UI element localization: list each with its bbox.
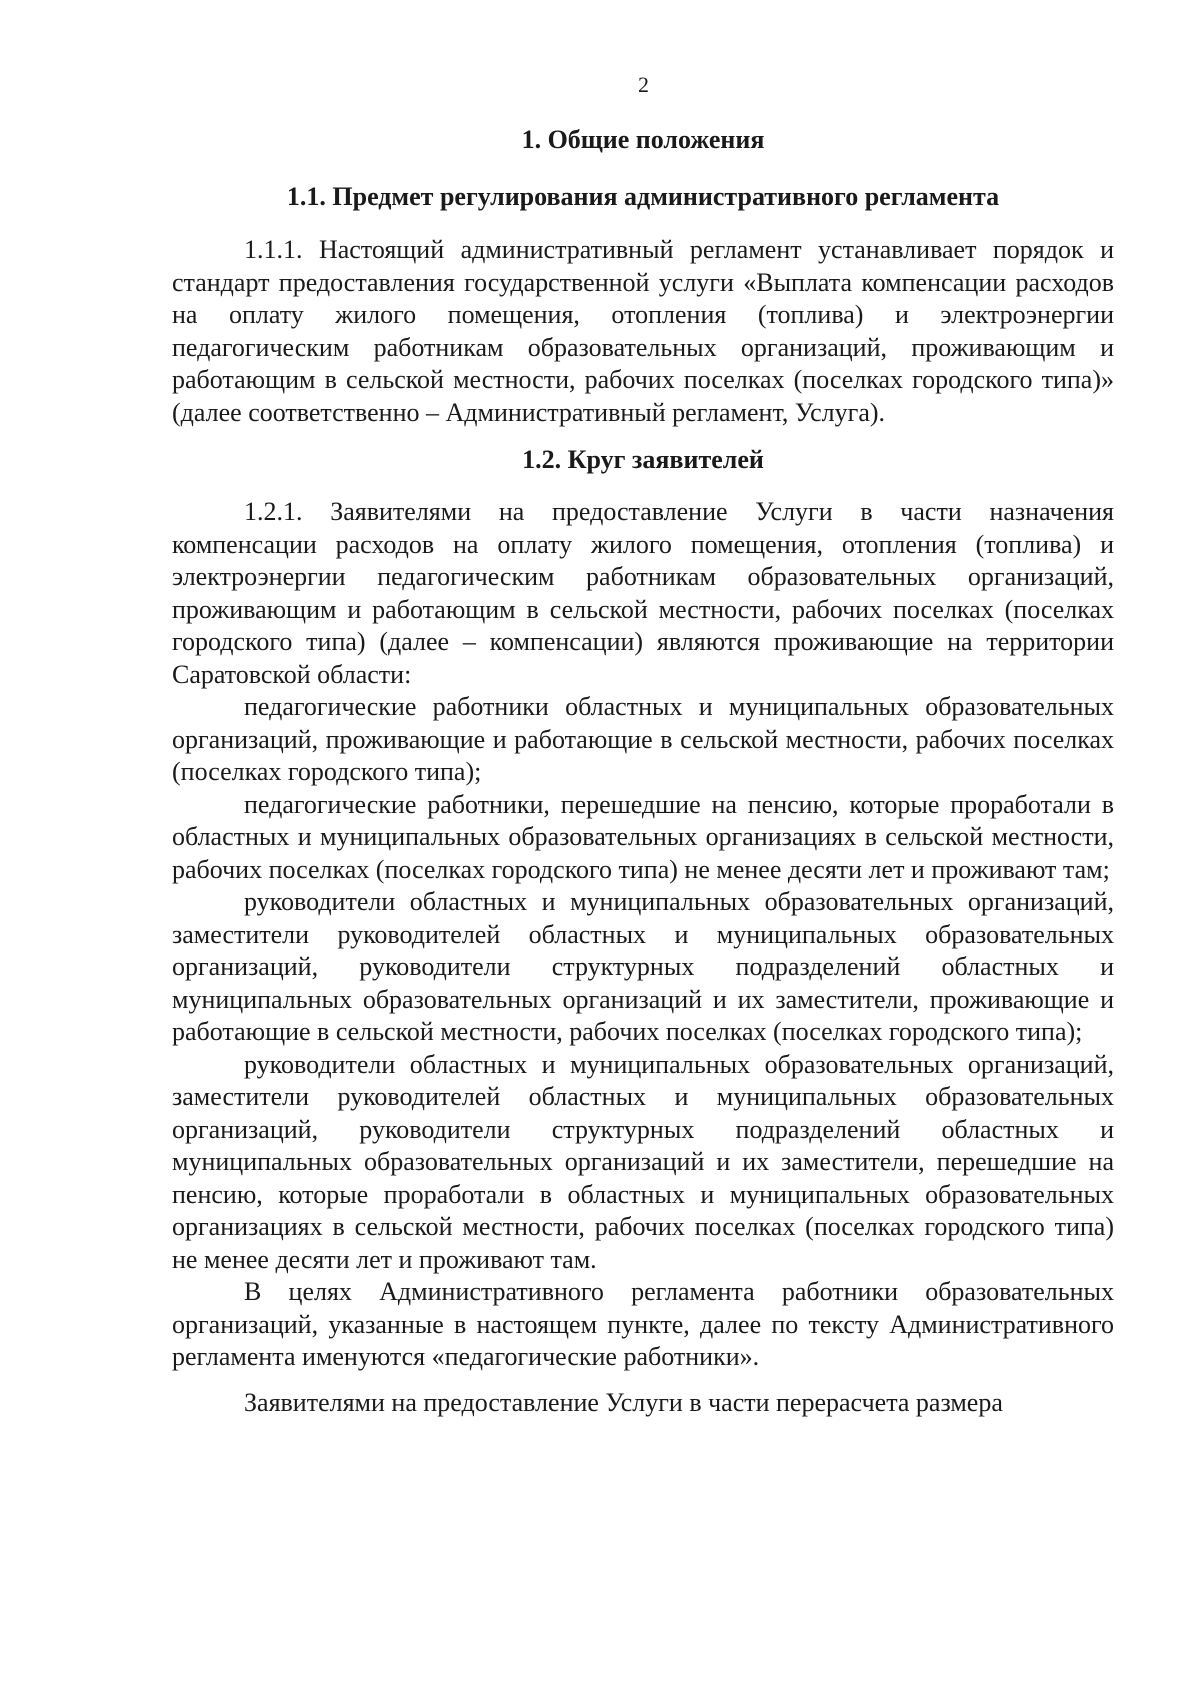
page-number: 2 — [638, 72, 649, 97]
definition-paragraph: В целях Административного регламента работники образовательных организаций, указанные в настоящем пункте, далее по тексту Административного регламента именуются «педагогические работники». — [172, 1277, 1114, 1371]
subsection-title-1-2: 1.2. Круг заявителей — [522, 445, 764, 474]
document-body — [172, 124, 1114, 1419]
list-item-paragraph: руководители областных и муниципальных образовательных организаций, заместители руководителей областных и муниципальных образовательных организаций, руководители структурных подразделений областных и муниципальных образовательных организаций и их заместители, перешедшие на пенсию, которые проработали в областных и муниципальных образовательных организациях в сельской местности, рабочих поселках (поселках городского типа) не менее десяти лет и проживают там. — [172, 1049, 1114, 1274]
list-item-paragraph: педагогические работники, перешедшие на пенсию, которые проработали в областных и муниципальных образовательных организациях в сельской местности, рабочих поселках (поселках городского типа) не менее десяти лет и проживают там; — [172, 789, 1114, 884]
list-item-paragraph: педагогические работники областных и муниципальных образовательных организаций, проживающие и работающие в сельской местности, рабочих поселках (поселках городского типа); — [172, 692, 1114, 786]
section-title: 1. Общие положения — [521, 125, 765, 154]
list-item-paragraph: руководители областных и муниципальных образовательных организаций, заместители руководителей областных и муниципальных образовательных организаций, руководители структурных подразделений областных и муниципальных образовательных организаций и их заместители, проживающие и работающие в сельской местности, рабочих поселках (поселках городского типа); — [172, 887, 1114, 1046]
continued-paragraph: Заявителями на предоставление Услуги в части перерасчета размера — [244, 1387, 1003, 1417]
paragraph-1-1-1: 1.1.1. Настоящий административный регламент устанавливает порядок и стандарт предоставления государственной услуги «Выплата компенсации расходов на оплату жилого помещения, отопления (топлива) и электроэнергии педагогическим работникам образовательных организаций, проживающим и работающим в сельской местности, рабочих поселках (поселках городского типа)» (далее соответственно – Административный регламент, Услуга). — [172, 235, 1114, 427]
paragraph-1-2-1: 1.2.1. Заявителями на предоставление Услуги в части назначения компенсации расходов на оплату жилого помещения, отопления (топлива) и электроэнергии педагогическим работникам образовательных организаций, проживающим и работающим в сельской местности, рабочих поселках (поселках городского типа) (далее – компенсации) являются проживающие на территории Саратовской области: — [172, 497, 1114, 689]
subsection-title-1-1: 1.1. Предмет регулирования административного регламента — [286, 182, 1000, 211]
